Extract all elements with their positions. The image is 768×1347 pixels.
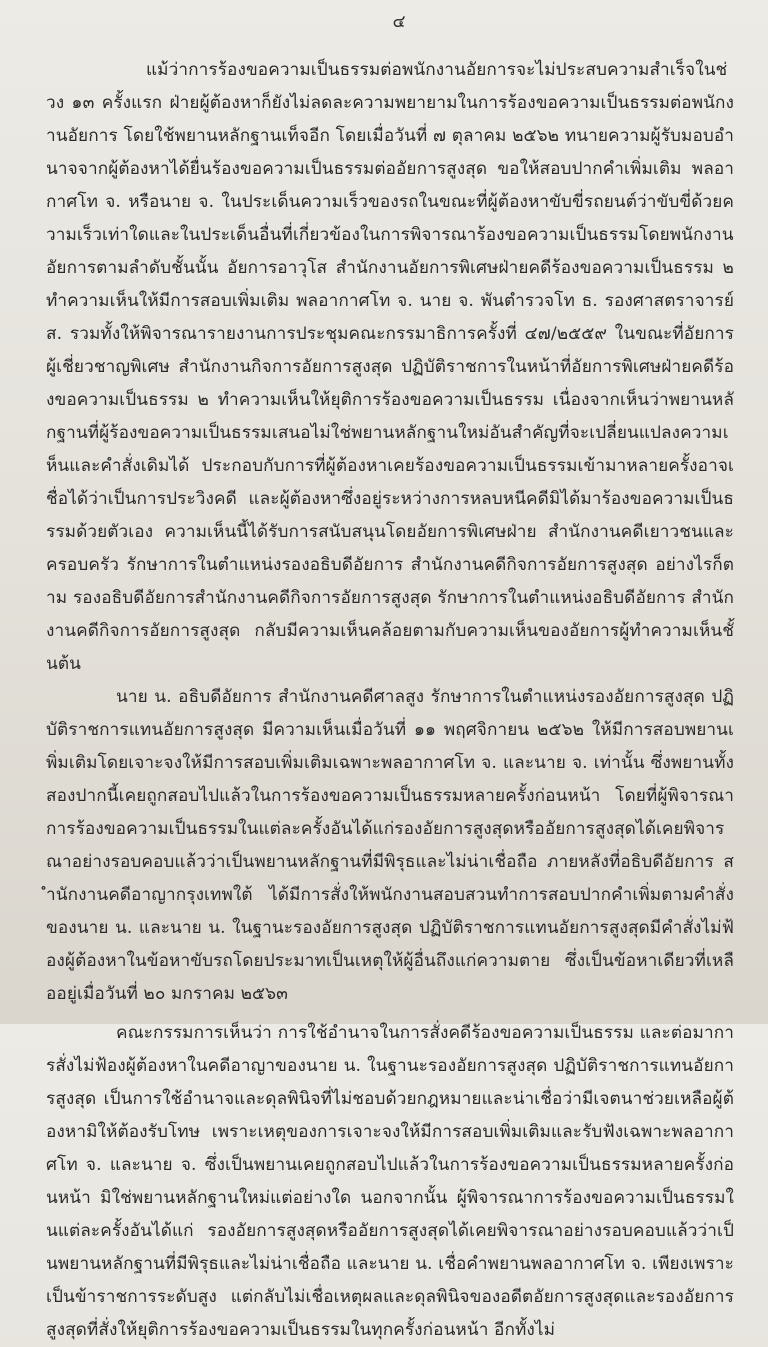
paragraph-petition-history: แม้ว่าการร้องขอความเป็นธรรมต่อพนักงานอัยการจะไม่ประสบความสำเร็จในช่วง ๑๓ ครั้งแรก ฝ่ายผู้ต้องหาก็ยังไม่ลดละความพยายามในการร้องขอความเป็นธรรมต่อพนักงานอัยการ โดยใช้พยานหลักฐานเท็จอีก โดยเมื่อวันที่ ๗ ตุลาคม ๒๕๖๒ ทนายความผู้รับมอบอำนาจจากผู้ต้องหาได้ยื่นร้องขอความเป็นธรรมต่ออัยการสูงสุด ขอให้สอบปากคำเพิ่มเติม พลอากาศโท จ. หรือนาย จ. ในประเด็นความเร็วของรถในขณะที่ผู้ต้องหาขับขี่รถยนต์ว่าขับขี่ด้วยความเร็วเท่าใดและในประเด็นอื่นที่เกี่ยวข้องในการพิจารณาร้องขอความเป็นธรรมโดยพนักงานอัยการตามลำดับชั้นนั้น อัยการอาวุโส สำนักงานอัยการพิเศษฝ่ายคดีร้องขอความเป็นธรรม ๒ ทำความเห็นให้มีการสอบเพิ่มเติม พลอากาศโท จ. นาย จ. พันตำรวจโท ธ. รองศาสตราจารย์ ส. รวมทั้งให้พิจารณารายงานการประชุมคณะกรรมาธิการครั้งที่ ๔๗/๒๕๕๙ ในขณะที่อัยการผู้เชี่ยวชาญพิเศษ สำนักงานกิจการอัยการสูงสุด ปฏิบัติราชการในหน้าที่อัยการพิเศษฝ่ายคดีร้องขอความเป็นธรรม ๒ ทำความเห็นให้ยุติการร้องขอความเป็นธรรม เนื่องจากเห็นว่าพยานหลักฐานที่ผู้ร้องขอความเป็นธรรมเสนอไม่ใช่พยานหลักฐานใหม่อันสำคัญที่จะเปลี่ยนแปลงความเห็นและคำสั่งเดิมได้ ประกอบกับการที่ผู้ต้องหาเคยร้องขอความเป็นธรรมเข้ามาหลายครั้งอาจเชื่อได้ว่าเป็นการประวิงคดี และผู้ต้องหาซึ่งอยู่ระหว่างการหลบหนีคดีมิได้มาร้องขอความเป็นธรรมด้วยตัวเอง ความเห็นนี้ได้รับการสนับสนุนโดยอัยการพิเศษฝ่าย สำนักงานคดีเยาวชนและครอบครัว รักษาการในตำแหน่งรองอธิบดีอัยการ สำนักงานคดีกิจการอัยการสูงสุด อย่างไรก็ตาม รองอธิบดีอัยการสำนักงานคดีกิจการอัยการสูงสุด รักษาการในตำแหน่งอธิบดีอัยการ สำนักงานคดีกิจการอัยการสูงสุด กลับมีความเห็นคล้อยตามกับความเห็นของอัยการผู้ทำความเห็นชั้นต้น <box>46 60 734 674</box>
page-number: ๔ <box>392 12 406 32</box>
paragraph-deputy-order: นาย น. อธิบดีอัยการ สำนักงานคดีศาลสูง รักษาการในตำแหน่งรองอัยการสูงสุด ปฏิบัติราชการแทนอัยการสูงสุด มีความเห็นเมื่อวันที่ ๑๑ พฤศจิกายน ๒๕๖๒ ให้มีการสอบพยานเพิ่มเติมโดยเจาะจงให้มีการสอบเพิ่มเติมเฉพาะพลอากาศโท จ. และนาย จ. เท่านั้น ซึ่งพยานทั้งสองปากนี้เคยถูกสอบไปแล้วในการร้องขอความเป็นธรรมหลายครั้งก่อนหน้า โดยที่ผู้พิจารณาการร้องขอความเป็นธรรมในแต่ละครั้งอันได้แก่รองอัยการสูงสุดหรืออัยการสูงสุดได้เคยพิจารณาอย่างรอบคอบแล้วว่าเป็นพยานหลักฐานที่มีพิรุธและไม่น่าเชื่อถือ ภายหลังที่อธิบดีอัยการ สำนักงานคดีอาญากรุงเทพใต้ ได้มีการสั่งให้พนักงานสอบสวนทำการสอบปากคำเพิ่มตามคำสั่งของนาย น. และนาย น. ในฐานะรองอัยการสูงสุด ปฏิบัติราชการแทนอัยการสูงสุดมีคำสั่งไม่ฟ้องผู้ต้องหาในข้อหาขับรถโดยประมาทเป็นเหตุให้ผู้อื่นถึงแก่ความตาย ซึ่งเป็นข้อหาเดียวที่เหลืออยู่เมื่อวันที่ ๒๐ มกราคม ๒๕๖๓ <box>46 687 734 1004</box>
paragraph-committee-opinion: คณะกรรมการเห็นว่า การใช้อำนาจในการสั่งคดีร้องขอความเป็นธรรม และต่อมาการสั่งไม่ฟ้องผู้ต้องหาในคดีอาญาของนาย น. ในฐานะรองอัยการสูงสุด ปฏิบัติราชการแทนอัยการสูงสุด เป็นการใช้อำนาจและดุลพินิจที่ไม่ชอบด้วยกฎหมายและน่าเชื่อว่ามีเจตนาช่วยเหลือผู้ต้องหามิให้ต้องรับโทษ เพราะเหตุของการเจาะจงให้มีการสอบเพิ่มเติมและรับฟังเฉพาะพลอากาศโท จ. และนาย จ. ซึ่งเป็นพยานเคยถูกสอบไปแล้วในการร้องขอความเป็นธรรมหลายครั้งก่อนหน้า มิใช่พยานหลักฐานใหม่แต่อย่างใด นอกจากนั้น ผู้พิจารณาการร้องขอความเป็นธรรมในแต่ละครั้งอันได้แก่ รองอัยการสูงสุดหรืออัยการสูงสุดได้เคยพิจารณาอย่างรอบคอบแล้วว่าเป็นพยานหลักฐานที่มีพิรุธและไม่น่าเชื่อถือ และนาย น. เชื่อคำพยานพลอากาศโท จ. เพียงเพราะเป็นข้าราชการระดับสูง แต่กลับไม่เชื่อเหตุผลและดุลพินิจของอดีตอัยการสูงสุดและรองอัยการสูงสุดที่สั่งให้ยุติการร้องขอความเป็นธรรมในทุกครั้งก่อนหน้า อีกทั้งไม่ <box>46 1023 734 1340</box>
